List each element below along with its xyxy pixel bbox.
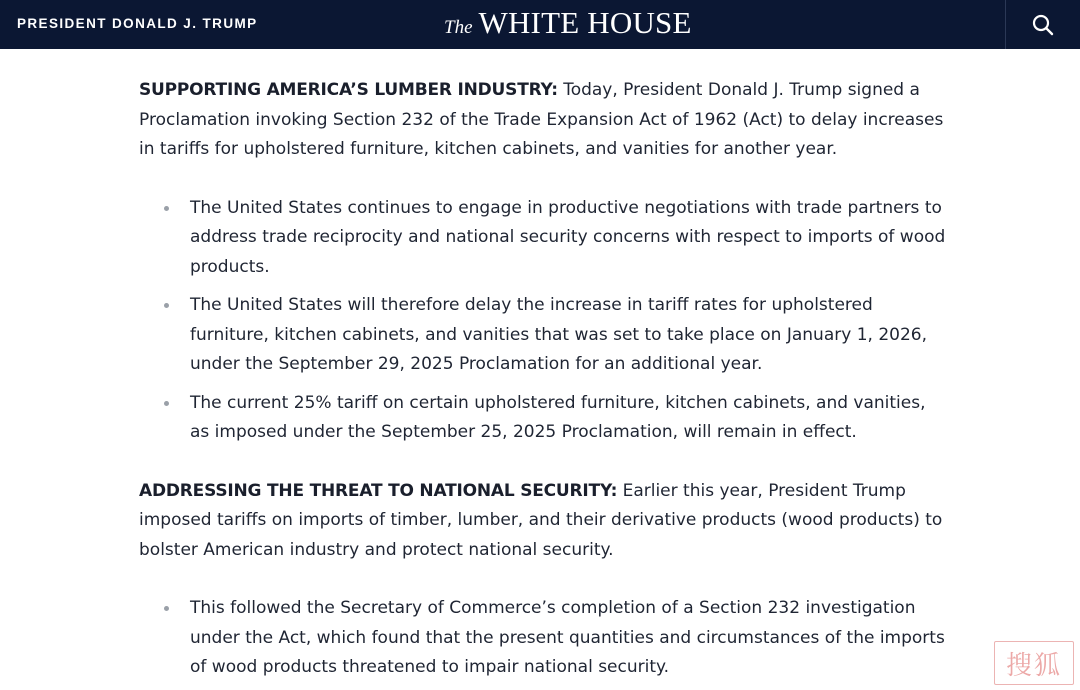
search-button[interactable] [1005,0,1080,49]
section-national-security [139,477,949,566]
top-navigation-bar [0,0,1080,49]
brand-name: WHITE HOUSE [478,5,692,40]
section-supporting-lumber [139,76,949,165]
section-text: Earlier this year, President Trump imposed tariffs on imports of timber, lumber, and their derivative products (wood products) to bolster American industry and protect national security. [139,480,943,560]
section-text: Today, President Donald J. Trump signed a Proclamation invoking Section 232 of the Trade Expansion Act of 1962 (Act) to delay increases in tariffs for upholstered furniture, kitchen cabinets, and vanities for another year. [139,80,944,159]
list-item: This followed the Secretary of Commerce’s completion of a Section 232 investigation under the Act, which found that the present quantities and circumstances of the imports of wood products threatened to impair national security. [139,594,949,683]
president-link[interactable]: PRESIDENT DONALD J. TRUMP [17,16,258,31]
section-heading: SUPPORTING AMERICA’S LUMBER INDUSTRY: [139,80,558,100]
bullet-list [139,194,949,448]
list-item: The current 25% tariff on certain upholstered furniture, kitchen cabinets, and vanities, as imposed under the September 25, 2025 Proclamation, will remain in effect. [139,389,949,448]
section-heading: ADDRESSING THE THREAT TO NATIONAL SECURITY: [139,480,618,501]
bullet-list [139,594,949,683]
watermark-stamp [994,641,1074,685]
list-item: The United States will therefore delay the increase in tariff rates for upholstered furniture, kitchen cabinets, and vanities that was set to take place on January 1, 2026, under the September 29, 2025 Proclamation for an additional year. [139,291,949,380]
watermark-text: 搜狐 [1005,650,1062,681]
list-item: The United States continues to engage in productive negotiations with trade partners to address trade reciprocity and national security concerns with respect to imports of wood products. [139,194,949,283]
brand-prefix: The [444,17,473,38]
article-body [139,76,949,690]
white-house-logo[interactable] [444,5,692,45]
search-icon [1032,14,1054,36]
